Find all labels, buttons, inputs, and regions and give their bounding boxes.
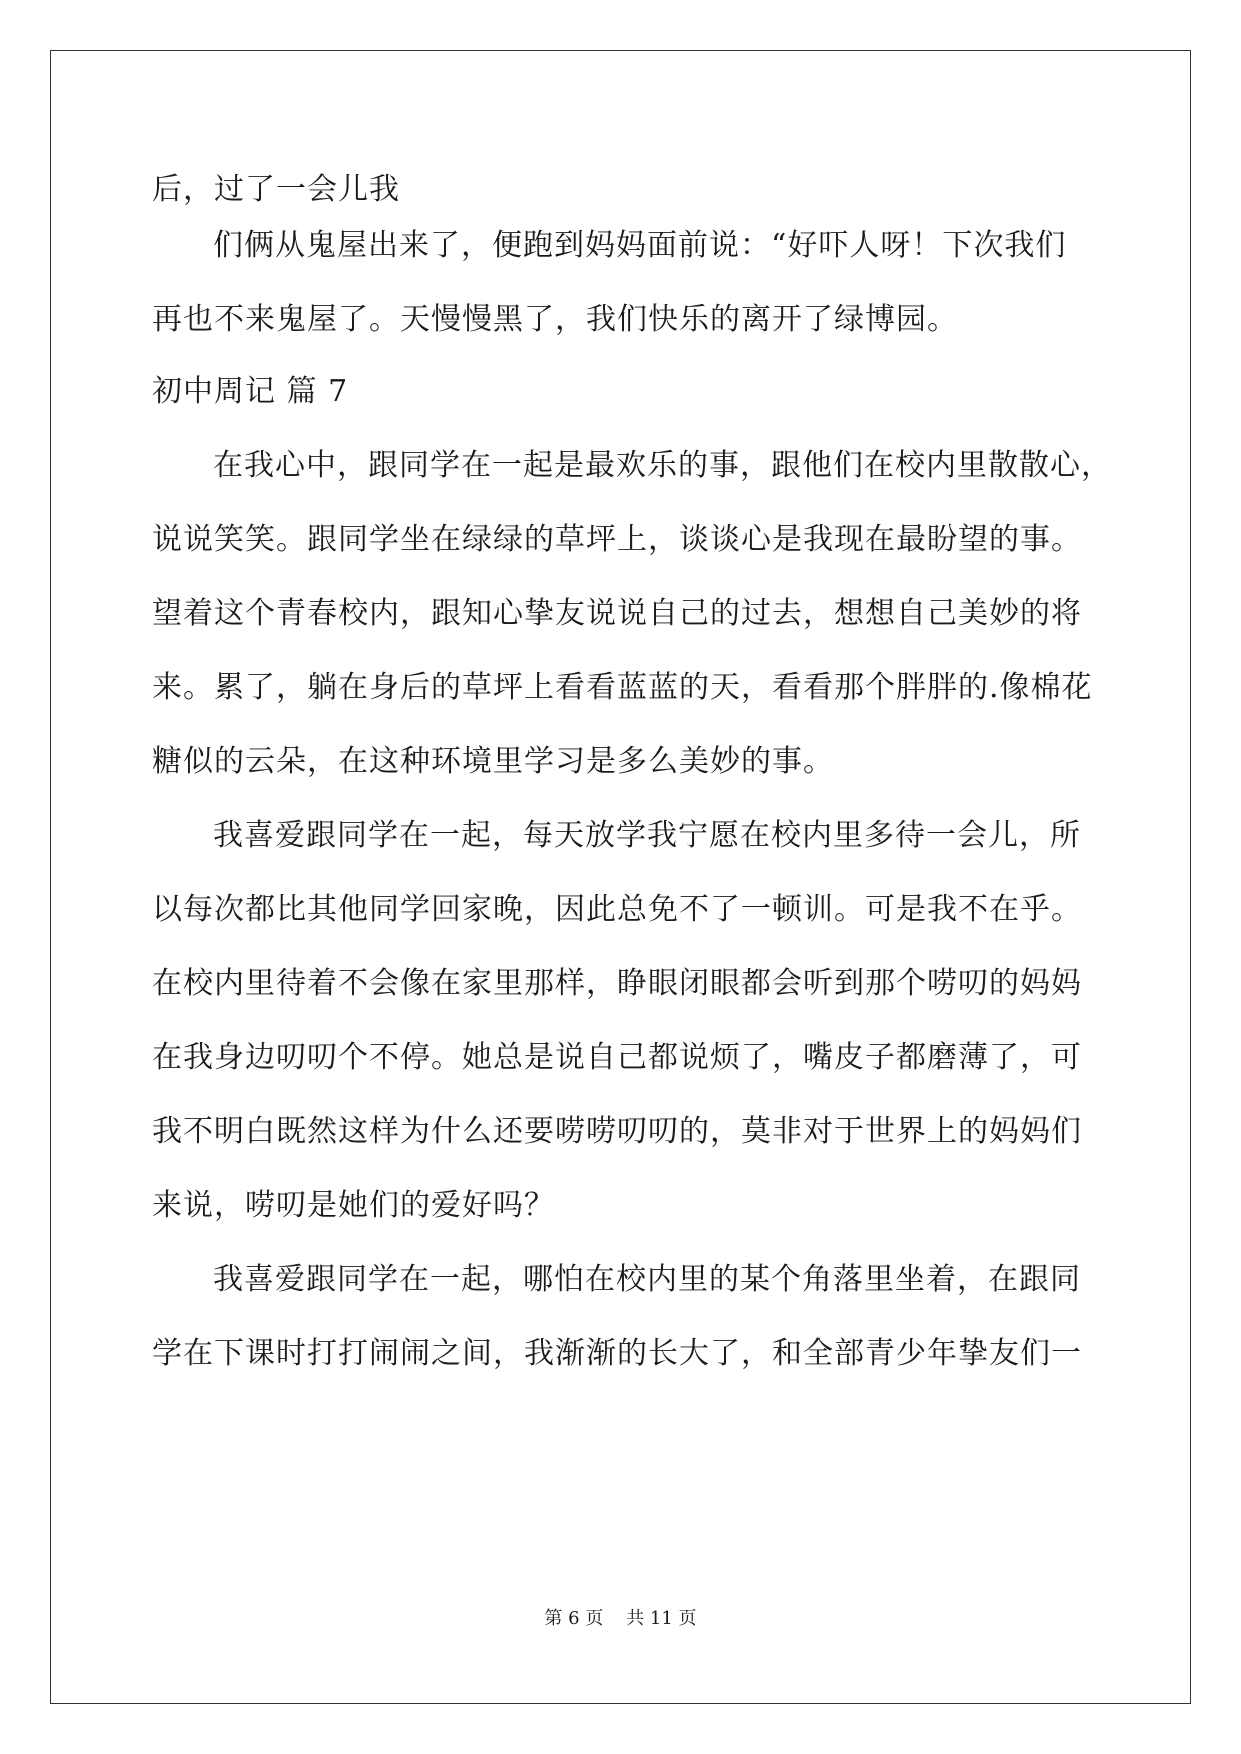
- body-line: 在校内里待着不会像在家里那样，睁眼闭眼都会听到那个唠叨的妈妈: [152, 966, 1082, 1001]
- body-line: 们俩从鬼屋出来了，便跑到妈妈面前说：“好吓人呀！下次我们: [213, 228, 1067, 263]
- body-line: 在我心中，跟同学在一起是最欢乐的事，跟他们在校内里散散心，: [213, 448, 1112, 483]
- page-number-footer: 第 6 页 共 11 页: [544, 1608, 697, 1629]
- body-line: 望着这个青春校内，跟知心挚友说说自己的过去，想想自己美妙的将: [152, 596, 1082, 631]
- body-line: 我喜爱跟同学在一起，每天放学我宁愿在校内里多待一会儿，所: [213, 818, 1081, 853]
- body-line: 我不明白既然这样为什么还要唠唠叨叨的，莫非对于世界上的妈妈们: [152, 1114, 1082, 1149]
- body-line: 糖似的云朵，在这种环境里学习是多么美妙的事。: [152, 744, 834, 779]
- body-line: 来说，唠叨是她们的爱好吗？: [152, 1188, 555, 1223]
- section-heading: 初中周记 篇 7: [152, 374, 349, 409]
- body-line: 后，过了一会儿我: [152, 172, 400, 207]
- body-line: 我喜爱跟同学在一起，哪怕在校内里的某个角落里坐着，在跟同: [213, 1262, 1081, 1297]
- page-border: [50, 50, 1191, 1704]
- body-line: 以每次都比其他同学回家晚，因此总免不了一顿训。可是我不在乎。: [152, 892, 1082, 927]
- body-line: 在我身边叨叨个不停。她总是说自己都说烦了，嘴皮子都磨薄了，可: [152, 1040, 1082, 1075]
- body-line: 再也不来鬼屋了。天慢慢黑了，我们快乐的离开了绿博园。: [152, 302, 958, 337]
- body-line: 学在下课时打打闹闹之间，我渐渐的长大了，和全部青少年挚友们一: [152, 1336, 1082, 1371]
- body-line: 说说笑笑。跟同学坐在绿绿的草坪上，谈谈心是我现在最盼望的事。: [152, 522, 1082, 557]
- body-line: 来。累了，躺在身后的草坪上看看蓝蓝的天，看看那个胖胖的.像棉花: [152, 670, 1093, 705]
